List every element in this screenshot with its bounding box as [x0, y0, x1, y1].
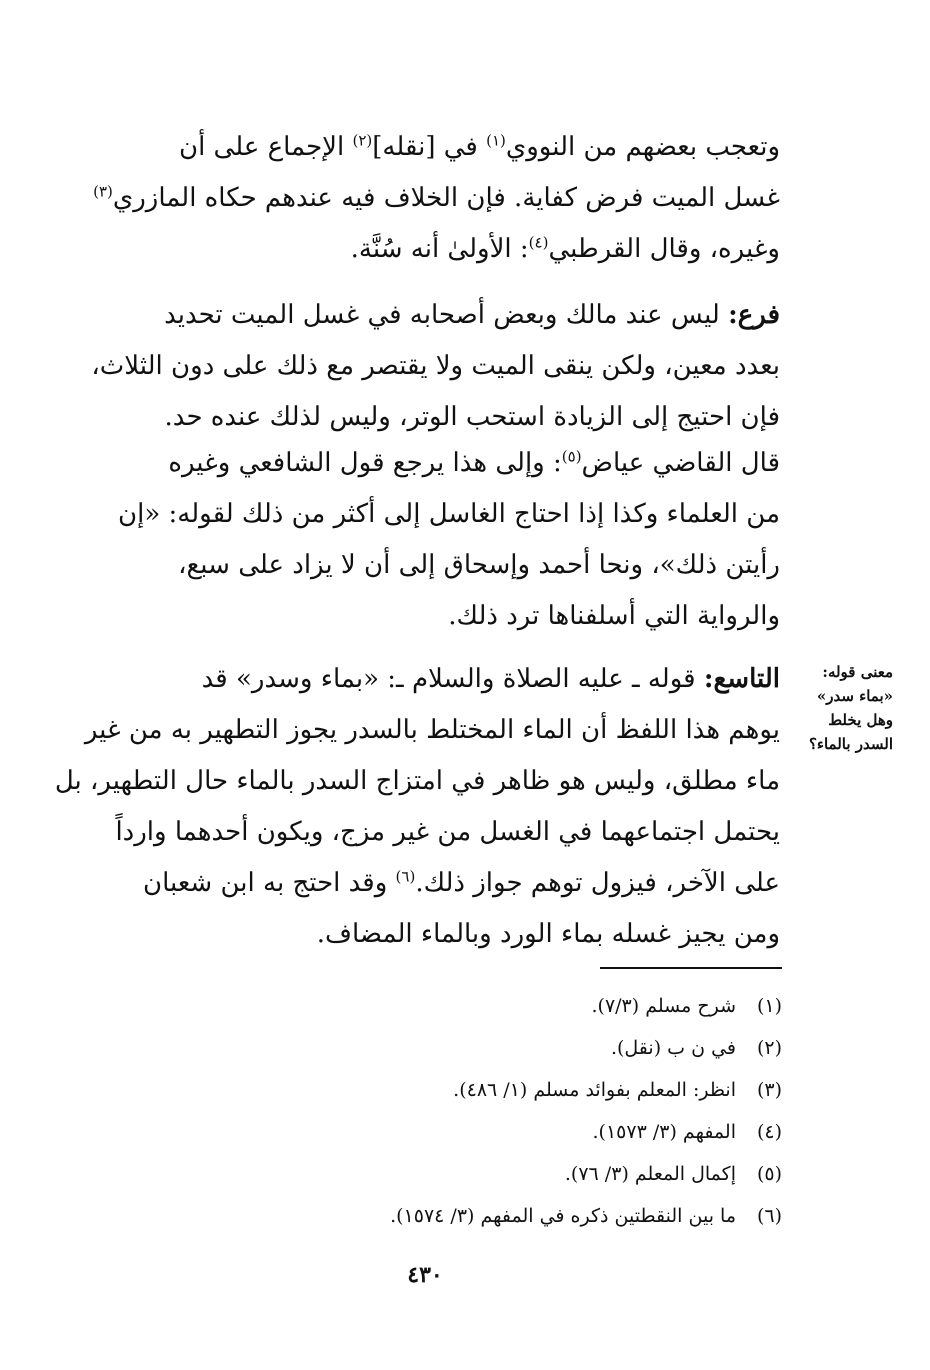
- footnote-number: (٥): [756, 1163, 782, 1185]
- paragraph-nawawi-consensus: [93, 122, 780, 275]
- footnotes: [300, 985, 782, 1237]
- footnote-ref[interactable]: (٣): [93, 182, 113, 201]
- footnote-ref[interactable]: (١): [486, 131, 506, 150]
- text-line: يحتمل اجتماعهما في الغسل من غير مزج، ويكون أحدهما وارداً: [115, 817, 780, 847]
- footnote-number: (٢): [756, 1037, 782, 1059]
- paragraph-lead: فرع:: [728, 300, 780, 330]
- footnote-item: (٥)إكمال المعلم (٣/ ٧٦).: [300, 1153, 782, 1195]
- footnote-item: (١)شرح مسلم (٧/٣).: [300, 985, 782, 1027]
- paragraph-qadi-iyad: [110, 438, 780, 642]
- text-line: ومن يجيز غسله بماء الورد وبالماء المضاف.: [316, 919, 780, 949]
- text-line: وغيره، وقال القرطبي$^{(٤)}$: الأولىٰ أنه سُنَّة.: [350, 233, 780, 264]
- footnote-number: (١): [756, 995, 782, 1017]
- footnote-item: (٤)المفهم (٣/ ١٥٧٣).: [300, 1111, 782, 1153]
- footnote-ref[interactable]: (٢): [352, 131, 373, 150]
- text-line: يوهم هذا اللفظ أن الماء المختلط بالسدر يجوز التطهير به من غير: [84, 715, 780, 745]
- text-line: من العلماء وكذا إذا احتاج الغاسل إلى أكثر من ذلك لقوله: «إن: [118, 499, 780, 529]
- footnote-ref[interactable]: (٤): [528, 233, 549, 252]
- footnote-item: (٦)ما بين النقطتين ذكره في المفهم (٣/ ١٥٧٤).: [300, 1195, 782, 1237]
- footnote-ref[interactable]: (٦): [395, 867, 416, 886]
- text-line: بعدد معين، ولكن ينقى الميت ولا يقتصر مع ذلك على دون الثلاث،: [91, 351, 780, 381]
- text-line: قال القاضي عياض$^{(٥)}$: وإلى هذا يرجع قول الشافعي وغيره: [168, 447, 780, 478]
- text-line: فرع: ليس عند مالك وبعض أصحابه في غسل الميت تحديد: [164, 300, 780, 330]
- text-line: التاسع: قوله ـ عليه الصلاة والسلام ـ: «بماء وسدر» قد: [201, 664, 780, 694]
- page-number: ٤٣٠: [407, 1262, 443, 1288]
- paragraph-ninth-water-and-lote: [54, 654, 780, 960]
- text-line: والرواية التي أسلفناها ترد ذلك.: [448, 601, 780, 631]
- text-line: على الآخر، فيزول توهم جواز ذلك.$^{(٦)}$ وقد احتج به ابن شعبان: [143, 867, 780, 898]
- footnote-number: (٣): [756, 1079, 782, 1101]
- text-line: رأيتن ذلك»، ونحا أحمد وإسحاق إلى أن لا يزاد على سبع،: [178, 550, 780, 580]
- footnote-number: (٦): [756, 1205, 782, 1227]
- footnote-item: (٣)انظر: المعلم بفوائد مسلم (١/ ٤٨٦).: [300, 1069, 782, 1111]
- footnote-item: (٢)في ن ب (نقل).: [300, 1027, 782, 1069]
- paragraph-branch-washing-count: [91, 290, 780, 443]
- footnote-ref[interactable]: (٥): [561, 447, 582, 466]
- paragraph-lead: التاسع:: [703, 664, 780, 694]
- margin-note: معنى قوله: «بماء سدر» وهل يخلط السدر بالماء؟: [808, 663, 893, 753]
- text-line: وتعجب بعضهم من النووي$^{(١)}$ في [نقله]$^{(٢)}$ الإجماع على أن: [178, 131, 780, 162]
- footnote-divider: [600, 967, 782, 969]
- text-line: غسل الميت فرض كفاية. فإن الخلاف فيه عندهم حكاه المازري$^{(٣)}$: [93, 182, 780, 213]
- footnote-number: (٤): [756, 1121, 782, 1143]
- text-line: فإن احتيج إلى الزيادة استحب الوتر، وليس لذلك عنده حد.: [164, 402, 780, 432]
- text-line: ماء مطلق، وليس هو ظاهر في امتزاج السدر بالماء حال التطهير، بل: [54, 766, 780, 796]
